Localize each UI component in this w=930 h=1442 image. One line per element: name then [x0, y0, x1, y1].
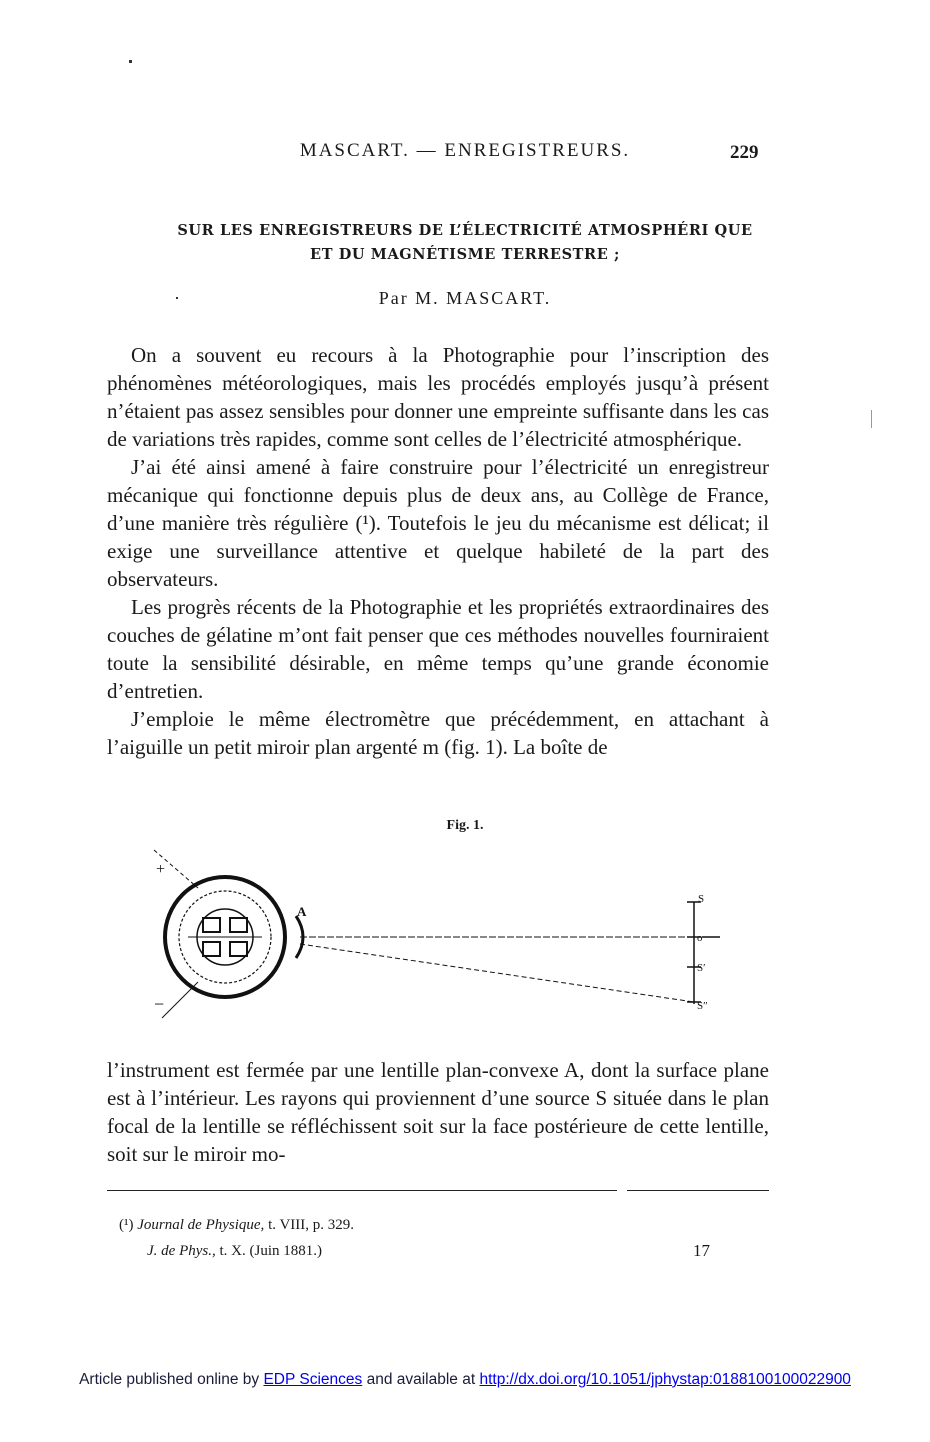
- scan-speck: [871, 410, 872, 428]
- body-text-lower: [107, 1056, 769, 1168]
- footer-prefix: Article published online by: [79, 1371, 260, 1388]
- s-prime-label: S′: [697, 962, 706, 974]
- paragraph-4: J’emploie le même électromètre que précédemment, en attachant à l’aiguille un petit miroir plan argenté m (fig. 1). La boîte de: [107, 707, 769, 759]
- footer-middle: and available at: [366, 1371, 476, 1388]
- quadrant: [203, 942, 220, 956]
- body-text-upper: [107, 341, 769, 761]
- running-head: MASCART. — ENREGISTREURS.: [299, 140, 631, 161]
- footnote-rule-right: [627, 1190, 769, 1191]
- paragraph-3: Les progrès récents de la Photographie et les propriétés extraordinaires des couches de gélatine m’ont fait penser que ces méthodes nouvelles fourniraient toute la sensibilité désirable, en même temps qu’une grande économie d’entretien.: [107, 595, 769, 703]
- ray-deflected: [300, 944, 694, 1002]
- lens-label: A: [297, 904, 307, 919]
- quadrant: [203, 918, 220, 932]
- figure-1-svg: [140, 840, 740, 1030]
- journal-citation: [107, 1238, 769, 1264]
- minus-wire: [162, 982, 198, 1018]
- journal-ref: t. X. (Juin 1881.): [219, 1243, 322, 1259]
- publication-footer: [0, 1371, 930, 1389]
- article-byline: Par M. MASCART.: [378, 288, 552, 308]
- footnote-1-journal: Journal de Physique,: [137, 1217, 265, 1233]
- page-number: 229: [730, 142, 759, 163]
- source-s-label: S: [698, 893, 705, 905]
- s-double-label: S″: [697, 1000, 708, 1012]
- signature-number: 17: [693, 1241, 710, 1260]
- footnote-1-marker: (¹): [119, 1217, 134, 1233]
- article-title-line-2: ET DU MAGNÉTISME TERRESTRE ;: [310, 246, 620, 263]
- figure-label: Fig. 1.: [446, 818, 484, 833]
- footnote-rule-left: [107, 1190, 617, 1191]
- quadrant: [230, 942, 247, 956]
- article-title-line-1: SUR LES ENREGISTREURS DE L’ÉLECTRICITÉ ATMOSPHÉRI QUE: [177, 222, 753, 239]
- journal-short: J. de Phys.,: [147, 1243, 216, 1259]
- paragraph-1: On a souvent eu recours à la Photographie pour l’inscription des phénomènes météorologiques, mais les procédés employés jusqu’à présent n’étaient pas assez sensibles pour donner une empreinte suffisante dans les cas de variations très rapides, comme sont celles de l’électricité atmosphérique.: [107, 343, 769, 451]
- publisher-link[interactable]: EDP Sciences: [263, 1371, 363, 1388]
- paragraph-continuation: l’instrument est fermée par une lentille plan-convexe A, dont la surface plane est à l’intérieur. Les rayons qui proviennent d’une source S située dans le plan focal de la lentille se réfléchissent soit sur la face postérieure de cette lentille, soit sur le miroir mo-: [107, 1058, 769, 1166]
- quadrant: [230, 918, 247, 932]
- plus-label: +: [156, 861, 166, 878]
- footnote-1-ref: t. VIII, p. 329.: [268, 1217, 355, 1233]
- footnote-1: [107, 1212, 769, 1238]
- figure-1-diagram: [140, 840, 740, 1030]
- minus-label: −: [154, 994, 165, 1014]
- doi-link[interactable]: http://dx.doi.org/10.1051/jphystap:0188100100022900: [479, 1371, 851, 1388]
- footnotes: [107, 1212, 769, 1264]
- zero-label: o: [697, 932, 703, 944]
- scan-speck: [129, 60, 132, 63]
- paragraph-2: J’ai été ainsi amené à faire construire pour l’électricité un enregistreur mécanique qui fonctionne depuis plus de deux ans, au Collège de France, d’une manière très régulière (¹). Toutefois le jeu du mécanisme est délicat; il exige une surveillance attentive et quelque habileté de la part des observateurs.: [107, 455, 769, 591]
